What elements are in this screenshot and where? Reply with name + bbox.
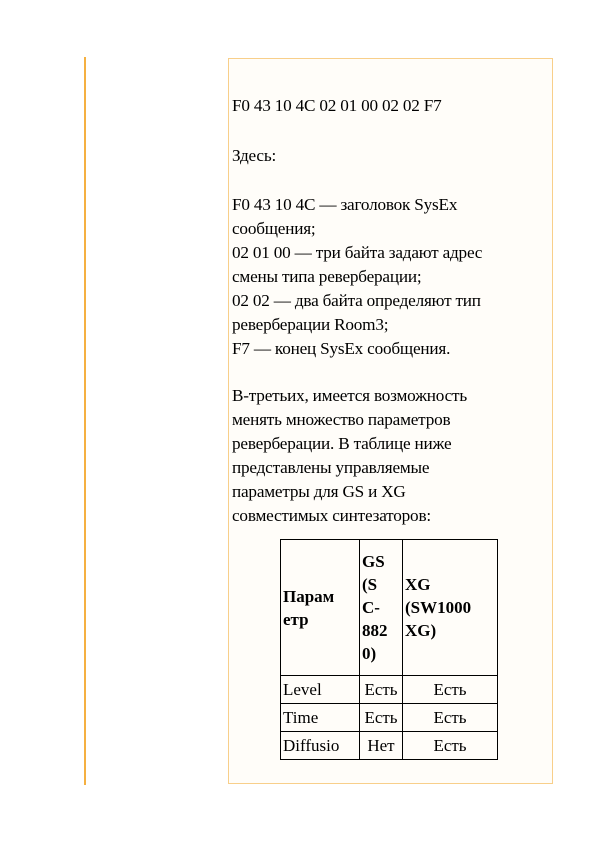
xg-cell: Есть (403, 676, 498, 704)
explanation-line: F0 43 10 4C — заголовок SysEx (232, 195, 458, 214)
explanation-line: смены типа реверберации; (232, 267, 422, 286)
table-row (281, 732, 498, 760)
explanation-line: 02 01 00 — три байта задают адрес (232, 243, 483, 262)
paragraph-line: совместимых синтезаторов: (232, 506, 431, 525)
here-label (232, 144, 550, 168)
param-cell: Level (281, 676, 360, 704)
table-row (281, 676, 498, 704)
paragraph-line: В-третьих, имеется возможность (232, 386, 468, 405)
sysex-message-text: F0 43 10 4C 02 01 00 02 02 F7 (232, 96, 442, 115)
paragraph-line: представлены управляемые (232, 458, 430, 477)
reverb-parameters-table (280, 539, 498, 760)
header-gs: GS (S C- 882 0) (360, 540, 403, 676)
explanation-line: реверберации Room3; (232, 315, 389, 334)
gs-cell: Есть (360, 676, 403, 704)
header-xg: XG (SW1000 XG) (403, 540, 498, 676)
param-cell: Time (281, 704, 360, 732)
explanation-line: F7 — конец SysEx сообщения. (232, 339, 451, 358)
table-row (281, 704, 498, 732)
xg-cell: Есть (403, 704, 498, 732)
header-parameter: Парам етр (281, 540, 360, 676)
paragraph-line: менять множество параметров (232, 410, 451, 429)
explanation-line: 02 02 — два байта определяют тип (232, 291, 481, 310)
explanation-line: сообщения; (232, 219, 316, 238)
paragraph-line: реверберации. В таблице ниже (232, 434, 452, 453)
paragraph-line: параметры для GS и XG (232, 482, 406, 501)
sysex-message (232, 94, 550, 118)
param-cell: Diffusio (281, 732, 360, 760)
sysex-explanation (232, 193, 550, 361)
xg-cell: Есть (403, 732, 498, 760)
intro-paragraph (232, 384, 550, 528)
gs-cell: Нет (360, 732, 403, 760)
table-header-row (281, 540, 498, 676)
left-margin-rule (84, 57, 86, 785)
here-label-text: Здесь: (232, 146, 277, 165)
gs-cell: Есть (360, 704, 403, 732)
